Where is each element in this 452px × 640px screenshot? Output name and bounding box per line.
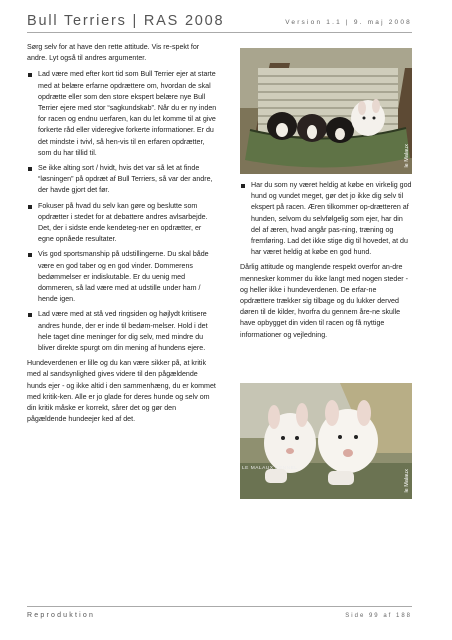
list-item: Lad være med efter kort tid som Bull Terrier ejer at starte med at belære erfarne opdrættere om, hvordan de skal opdrætte eller som den store ekspert belære nye Bull Terrier ejere med stor “sagkundskab”. Når du er ny inden for racen og endnu uerfaren, kan du let komme til at give forkerte råd eller videregive forkerte informationer. Er du det mindste i tvivl, så hen-vis til en erfaren opdrætter, som du har tillid til. (27, 69, 217, 159)
attitude-paragraph: Dårlig attitude og manglende respekt overfor an-dre mennesker kommer du ikke langt med nogen steder - og heller ikke i hundeverdenen. De erfar-ne opdrættere trækker sig tilbage og du lukker derved døren til de kilder, hvorfra du gennem åre-ne skulle have opbygget din viden til racen og få nyttige informationer og vejledning. (240, 263, 408, 339)
two-puppies-illustration (240, 383, 412, 499)
version-date: Version 1.1 | 9. maj 2008 (285, 19, 412, 26)
list-item: Se ikke alting sort / hvidt, hvis det var så let at finde “løsningen” på opdræt af Bull Terriers, så var der andre, der havde gjort det før. (27, 163, 217, 197)
photo-credit: le Malaux (404, 144, 410, 168)
left-column (27, 42, 217, 431)
photo-credit: le Malaux (404, 469, 410, 493)
puppies-in-chair-illustration (240, 48, 412, 174)
two-puppies-photo (240, 383, 412, 499)
list-item: Fokuser på hvad du selv kan gøre og beslutte som opdrætter i stedet for at debattere andres avlsarbejde. Det, der i sidste ende kendeteg-ner en opdrætter, er egne opnåede resultater. (27, 201, 217, 246)
document-title: Bull Terriers | RAS 2008 (27, 13, 225, 29)
intro-paragraph: Sørg selv for at have den rette attitude. Vis re-spekt for andre. Lyt også til andres argumenter. (27, 43, 200, 63)
right-bullet-list (240, 180, 412, 258)
list-item: Lad være med at stå ved ringsiden og højlydt kritisere andres hunde, der er inde til bedøm-melser. Hold i det hele taget dine meninger for dig selv, med mindre du bliver direkte spurgt om din mening af hundens ejere. (27, 309, 217, 354)
header-divider (27, 32, 412, 33)
page-number: Side 99 af 188 (345, 613, 412, 619)
closing-paragraph: Hundeverdenen er lille og du kan være sikker på, at kritik med al sandsynlighed gives videre til den pågældende hunds ejer - og ikke altid i den sammenhæng, du er kommet med kritik-ken. Alle er jo glade for deres hunde og selv om din kritik måske er korrekt, sårer det og gør den pågældende hundeejer ked af det. (27, 359, 216, 424)
list-item: Har du som ny været heldig at købe en virkelig god hund og vundet meget, gør det jo ikke dig selv til ekspert på racen. Æren tilkommer op-drætteren af hunden, selvom du selvfølgelig som ejer, har din del af æren, hvad angår pas-ning, træning og fremføring. Lad det ikke stige dig til hovedet, at du har været heldig at købe en god hund. (240, 180, 412, 258)
list-item: Vis god sportsmanship på udstillingerne. Du skal både være en god taber og en god vinder. Dommerens bedømmelser er indiskutable. Er du uenig med dommeren, så lad være med at udstille under ham / hende igen. (27, 249, 217, 305)
right-column (240, 180, 412, 346)
left-bullet-list (27, 69, 217, 354)
section-name: Reproduktion (27, 612, 96, 619)
puppies-in-chair-photo (240, 48, 412, 174)
photo-watermark: LE MALAUX KENNEL (242, 466, 298, 471)
footer-divider (27, 606, 412, 607)
